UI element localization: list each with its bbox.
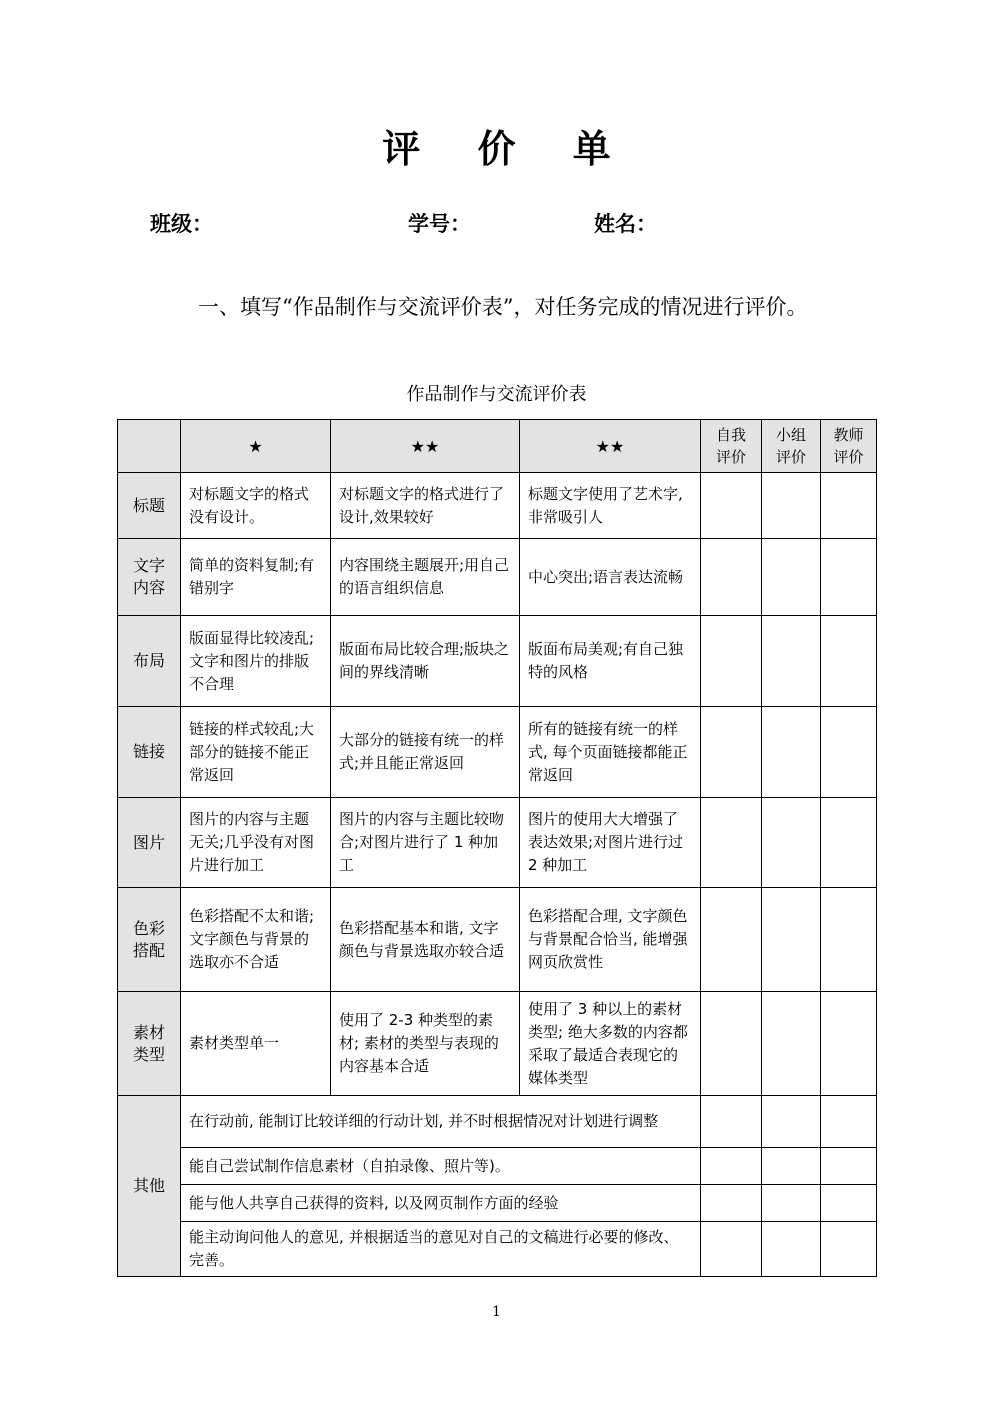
teacher-eval-cell[interactable] [821, 1222, 877, 1277]
header-three-star: ★★ [520, 420, 701, 473]
student-id-label: 学号： [408, 212, 471, 236]
self-eval-cell[interactable] [701, 1148, 762, 1185]
self-eval-cell[interactable] [701, 539, 762, 616]
criteria-three-star: 使用了 3 种以上的素材类型; 绝大多数的内容都采取了最适合表现它的媒体类型 [520, 992, 701, 1096]
criteria-one-star: 简单的资料复制;有错别字 [181, 539, 331, 616]
table-row [118, 1185, 877, 1222]
other-criteria: 能与他人共享自己获得的资料, 以及网页制作方面的经验 [181, 1185, 701, 1222]
table-row [118, 1148, 877, 1185]
self-eval-cell[interactable] [701, 1222, 762, 1277]
row-category: 图片 [118, 798, 181, 888]
teacher-eval-cell[interactable] [821, 798, 877, 888]
header-group-eval: 小组 评价 [762, 420, 821, 473]
criteria-one-star: 对标题文字的格式没有设计。 [181, 473, 331, 539]
criteria-two-star: 大部分的链接有统一的样式;并且能正常返回 [331, 707, 520, 798]
table-row [118, 707, 877, 798]
header-one-star: ★ [181, 420, 331, 473]
teacher-eval-cell[interactable] [821, 616, 877, 707]
row-category: 布局 [118, 616, 181, 707]
criteria-one-star: 链接的样式较乱;大部分的链接不能正常返回 [181, 707, 331, 798]
table-row [118, 992, 877, 1096]
criteria-two-star: 图片的内容与主题比较吻合;对图片进行了 1 种加工 [331, 798, 520, 888]
class-label: 班级： [150, 212, 213, 236]
group-eval-cell[interactable] [762, 616, 821, 707]
criteria-three-star: 标题文字使用了艺术字,非常吸引人 [520, 473, 701, 539]
criteria-one-star: 图片的内容与主题无关;几乎没有对图片进行加工 [181, 798, 331, 888]
group-eval-cell[interactable] [762, 1096, 821, 1148]
teacher-eval-cell[interactable] [821, 473, 877, 539]
group-eval-cell[interactable] [762, 1222, 821, 1277]
criteria-three-star: 所有的链接有统一的样式, 每个页面链接都能正常返回 [520, 707, 701, 798]
group-eval-cell[interactable] [762, 798, 821, 888]
criteria-one-star: 素材类型单一 [181, 992, 331, 1096]
group-eval-cell[interactable] [762, 1185, 821, 1222]
table-row [118, 888, 877, 992]
group-eval-cell[interactable] [762, 539, 821, 616]
header-blank-cell [118, 420, 181, 473]
group-eval-cell[interactable] [762, 707, 821, 798]
criteria-three-star: 图片的使用大大增强了表达效果;对图片进行过 2 种加工 [520, 798, 701, 888]
evaluation-table [117, 419, 877, 1277]
table-header-row [118, 420, 877, 473]
criteria-two-star: 版面布局比较合理;版块之间的界线清晰 [331, 616, 520, 707]
criteria-three-star: 版面布局美观;有自己独特的风格 [520, 616, 701, 707]
header-two-star: ★★ [331, 420, 520, 473]
group-eval-cell[interactable] [762, 992, 821, 1096]
table-row [118, 616, 877, 707]
page-title: 评 价 单 [382, 127, 633, 171]
other-criteria: 能自己尝试制作信息素材（自拍录像、照片等)。 [181, 1148, 701, 1185]
criteria-two-star: 内容围绕主题展开;用自己的语言组织信息 [331, 539, 520, 616]
self-eval-cell[interactable] [701, 1185, 762, 1222]
self-eval-cell[interactable] [701, 616, 762, 707]
criteria-one-star: 色彩搭配不太和谐; 文字颜色与背景的选取亦不合适 [181, 888, 331, 992]
table-title: 作品制作与交流评价表 [406, 384, 587, 405]
table-row [118, 539, 877, 616]
row-category: 素材 类型 [118, 992, 181, 1096]
teacher-eval-cell[interactable] [821, 707, 877, 798]
table-row [118, 1222, 877, 1277]
group-eval-cell[interactable] [762, 1148, 821, 1185]
teacher-eval-cell[interactable] [821, 539, 877, 616]
self-eval-cell[interactable] [701, 888, 762, 992]
criteria-three-star: 色彩搭配合理, 文字颜色与背景配合恰当, 能增强网页欣赏性 [520, 888, 701, 992]
criteria-two-star: 色彩搭配基本和谐, 文字颜色与背景选取亦较合适 [331, 888, 520, 992]
other-criteria: 在行动前, 能制订比较详细的行动计划, 并不时根据情况对计划进行调整 [181, 1096, 701, 1148]
group-eval-cell[interactable] [762, 888, 821, 992]
self-eval-cell[interactable] [701, 992, 762, 1096]
group-eval-cell[interactable] [762, 473, 821, 539]
header-self-eval: 自我 评价 [701, 420, 762, 473]
row-category: 标题 [118, 473, 181, 539]
criteria-one-star: 版面显得比较凌乱;文字和图片的排版不合理 [181, 616, 331, 707]
self-eval-cell[interactable] [701, 798, 762, 888]
self-eval-cell[interactable] [701, 1096, 762, 1148]
teacher-eval-cell[interactable] [821, 1148, 877, 1185]
criteria-three-star: 中心突出;语言表达流畅 [520, 539, 701, 616]
row-category-other: 其他 [118, 1096, 181, 1277]
name-label: 姓名： [594, 212, 657, 236]
self-eval-cell[interactable] [701, 707, 762, 798]
teacher-eval-cell[interactable] [821, 1185, 877, 1222]
teacher-eval-cell[interactable] [821, 888, 877, 992]
instruction-text: 一、填写“作品制作与交流评价表”，对任务完成的情况进行评价。 [198, 295, 808, 319]
row-category: 色彩 搭配 [118, 888, 181, 992]
table-row [118, 1096, 877, 1148]
criteria-two-star: 对标题文字的格式进行了设计,效果较好 [331, 473, 520, 539]
header-teacher-eval: 教师 评价 [821, 420, 877, 473]
criteria-two-star: 使用了 2-3 种类型的素材; 素材的类型与表现的内容基本合适 [331, 992, 520, 1096]
table-row [118, 473, 877, 539]
teacher-eval-cell[interactable] [821, 1096, 877, 1148]
teacher-eval-cell[interactable] [821, 992, 877, 1096]
page-number: 1 [492, 1304, 501, 1320]
other-criteria: 能主动询问他人的意见, 并根据适当的意见对自己的文稿进行必要的修改、完善。 [181, 1222, 701, 1277]
self-eval-cell[interactable] [701, 473, 762, 539]
table-row [118, 798, 877, 888]
row-category: 文字 内容 [118, 539, 181, 616]
row-category: 链接 [118, 707, 181, 798]
